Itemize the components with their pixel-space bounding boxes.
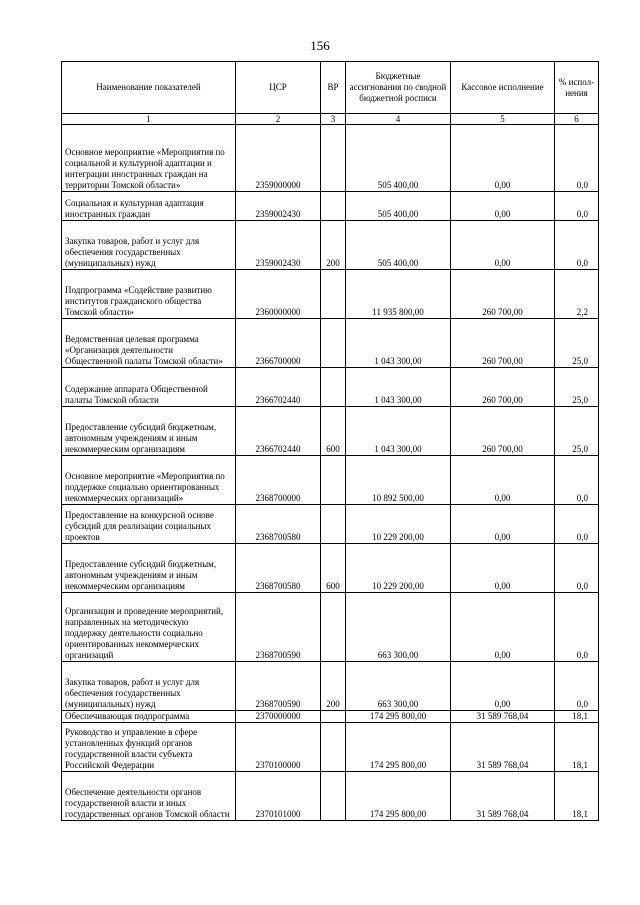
row-percent: 2,2 xyxy=(555,270,599,319)
row-allocation: 1 043 300,00 xyxy=(346,319,451,368)
row-csr: 2368700000 xyxy=(236,456,321,505)
column-index: 3 xyxy=(321,114,346,125)
row-cash-execution: 0,00 xyxy=(451,192,555,221)
row-csr: 2360000000 xyxy=(236,270,321,319)
header-cash-execution: Кассовое исполнение xyxy=(451,62,555,114)
row-name: Обеспечивающая подпрограмма xyxy=(62,711,236,723)
table-header xyxy=(62,62,599,114)
row-cash-execution: 31 589 768,04 xyxy=(451,723,555,772)
table-row xyxy=(62,368,599,407)
table-row xyxy=(62,544,599,593)
row-name: Социальная и культурная адаптация иностранных граждан xyxy=(62,192,236,221)
row-allocation: 10 229 200,00 xyxy=(346,505,451,544)
table-body xyxy=(62,114,599,821)
row-cash-execution: 0,00 xyxy=(451,662,555,711)
row-csr: 2370100000 xyxy=(236,723,321,772)
row-percent: 0,0 xyxy=(555,221,599,270)
column-index: 4 xyxy=(346,114,451,125)
row-allocation: 663 300,00 xyxy=(346,662,451,711)
row-name: Предоставление субсидий бюджетным, автономным учреждениям и иным некоммерческим организациям xyxy=(62,407,236,456)
row-csr: 2359002430 xyxy=(236,221,321,270)
row-allocation: 174 295 800,00 xyxy=(346,723,451,772)
row-csr: 2368700580 xyxy=(236,544,321,593)
row-cash-execution: 260 700,00 xyxy=(451,407,555,456)
row-vr xyxy=(321,505,346,544)
row-vr xyxy=(321,772,346,821)
row-allocation: 505 400,00 xyxy=(346,221,451,270)
table-row xyxy=(62,407,599,456)
row-percent: 18,1 xyxy=(555,772,599,821)
row-vr xyxy=(321,270,346,319)
row-allocation: 10 229 200,00 xyxy=(346,544,451,593)
column-index: 5 xyxy=(451,114,555,125)
row-name: Подпрограмма «Содействие развитию институтов гражданского общества Томской области» xyxy=(62,270,236,319)
row-name: Обеспечение деятельности органов государственной власти и иных государственных органов Томской области xyxy=(62,772,236,821)
table-row xyxy=(62,456,599,505)
row-csr: 2366702440 xyxy=(236,368,321,407)
row-cash-execution: 0,00 xyxy=(451,125,555,192)
row-name: Основное мероприятие «Мероприятия по социальной и культурной адаптации и интеграции иностранных граждан на территории Томской области» xyxy=(62,125,236,192)
row-csr: 2366702440 xyxy=(236,407,321,456)
row-vr: 200 xyxy=(321,662,346,711)
row-allocation: 1 043 300,00 xyxy=(346,368,451,407)
table-row xyxy=(62,221,599,270)
table-row xyxy=(62,125,599,192)
row-name: Организация и проведение мероприятий, направленных на методическую поддержку деятельности социально ориентированных некоммерческих организаций xyxy=(62,593,236,662)
table-row xyxy=(62,711,599,723)
row-csr: 2368700590 xyxy=(236,662,321,711)
row-allocation: 11 935 800,00 xyxy=(346,270,451,319)
row-percent: 0,0 xyxy=(555,544,599,593)
row-percent: 18,1 xyxy=(555,711,599,723)
row-cash-execution: 260 700,00 xyxy=(451,368,555,407)
row-vr xyxy=(321,192,346,221)
row-csr: 2366700000 xyxy=(236,319,321,368)
row-allocation: 174 295 800,00 xyxy=(346,772,451,821)
table-row xyxy=(62,505,599,544)
row-vr xyxy=(321,593,346,662)
row-percent: 0,0 xyxy=(555,125,599,192)
table-row xyxy=(62,270,599,319)
row-allocation: 505 400,00 xyxy=(346,192,451,221)
row-allocation: 10 892 500,00 xyxy=(346,456,451,505)
table-row xyxy=(62,593,599,662)
row-vr xyxy=(321,456,346,505)
row-name: Содержание аппарата Общественной палаты Томской области xyxy=(62,368,236,407)
column-index-row xyxy=(62,114,599,125)
table-row xyxy=(62,662,599,711)
table-row xyxy=(62,723,599,772)
row-name: Ведомственная целевая программа «Организация деятельности Общественной палаты Томской области» xyxy=(62,319,236,368)
row-name: Закупка товаров, работ и услуг для обеспечения государственных (муниципальных) нужд xyxy=(62,662,236,711)
header-csr: ЦСР xyxy=(236,62,321,114)
row-cash-execution: 0,00 xyxy=(451,456,555,505)
row-percent: 0,0 xyxy=(555,593,599,662)
row-allocation: 663 300,00 xyxy=(346,593,451,662)
row-csr: 2368700580 xyxy=(236,505,321,544)
budget-execution-table xyxy=(61,61,599,821)
row-vr xyxy=(321,125,346,192)
row-cash-execution: 260 700,00 xyxy=(451,270,555,319)
row-vr xyxy=(321,711,346,723)
row-csr: 2370000000 xyxy=(236,711,321,723)
row-name: Закупка товаров, работ и услуг для обеспечения государственных (муниципальных) нужд xyxy=(62,221,236,270)
row-percent: 25,0 xyxy=(555,319,599,368)
row-vr xyxy=(321,319,346,368)
row-cash-execution: 31 589 768,04 xyxy=(451,711,555,723)
row-name: Предоставление субсидий бюджетным, автономным учреждениям и иным некоммерческим организациям xyxy=(62,544,236,593)
row-vr: 200 xyxy=(321,221,346,270)
header-vr: ВР xyxy=(321,62,346,114)
row-csr: 2368700590 xyxy=(236,593,321,662)
header-name: Наименование показателей xyxy=(62,62,236,114)
row-vr xyxy=(321,723,346,772)
row-percent: 25,0 xyxy=(555,407,599,456)
row-percent: 25,0 xyxy=(555,368,599,407)
row-percent: 0,0 xyxy=(555,456,599,505)
row-cash-execution: 31 589 768,04 xyxy=(451,772,555,821)
row-allocation: 174 295 800,00 xyxy=(346,711,451,723)
table-row xyxy=(62,319,599,368)
row-cash-execution: 0,00 xyxy=(451,544,555,593)
row-percent: 0,0 xyxy=(555,662,599,711)
header-percent-execution: % испол-нения xyxy=(555,62,599,114)
row-name: Основное мероприятие «Мероприятия по поддержке социально ориентированных некоммерческих организаций» xyxy=(62,456,236,505)
row-name: Руководство и управление в сфере установленных функций органов государственной власти субъекта Российской Федерации xyxy=(62,723,236,772)
row-vr: 600 xyxy=(321,544,346,593)
row-cash-execution: 260 700,00 xyxy=(451,319,555,368)
column-index: 6 xyxy=(555,114,599,125)
row-vr xyxy=(321,368,346,407)
row-vr: 600 xyxy=(321,407,346,456)
column-index: 1 xyxy=(62,114,236,125)
row-allocation: 1 043 300,00 xyxy=(346,407,451,456)
row-cash-execution: 0,00 xyxy=(451,505,555,544)
column-index: 2 xyxy=(236,114,321,125)
header-allocations: Бюджетные ассигнования по сводной бюджетной росписи xyxy=(346,62,451,114)
row-percent: 0,0 xyxy=(555,505,599,544)
row-csr: 2370101000 xyxy=(236,772,321,821)
row-csr: 2359002430 xyxy=(236,192,321,221)
row-percent: 18,1 xyxy=(555,723,599,772)
row-cash-execution: 0,00 xyxy=(451,221,555,270)
row-cash-execution: 0,00 xyxy=(451,593,555,662)
row-name: Предоставление на конкурсной основе субсидий для реализации социальных проектов xyxy=(62,505,236,544)
row-allocation: 505 400,00 xyxy=(346,125,451,192)
page-number: 156 xyxy=(310,38,330,53)
row-csr: 2359000000 xyxy=(236,125,321,192)
table-row xyxy=(62,772,599,821)
table-row xyxy=(62,192,599,221)
row-percent: 0,0 xyxy=(555,192,599,221)
